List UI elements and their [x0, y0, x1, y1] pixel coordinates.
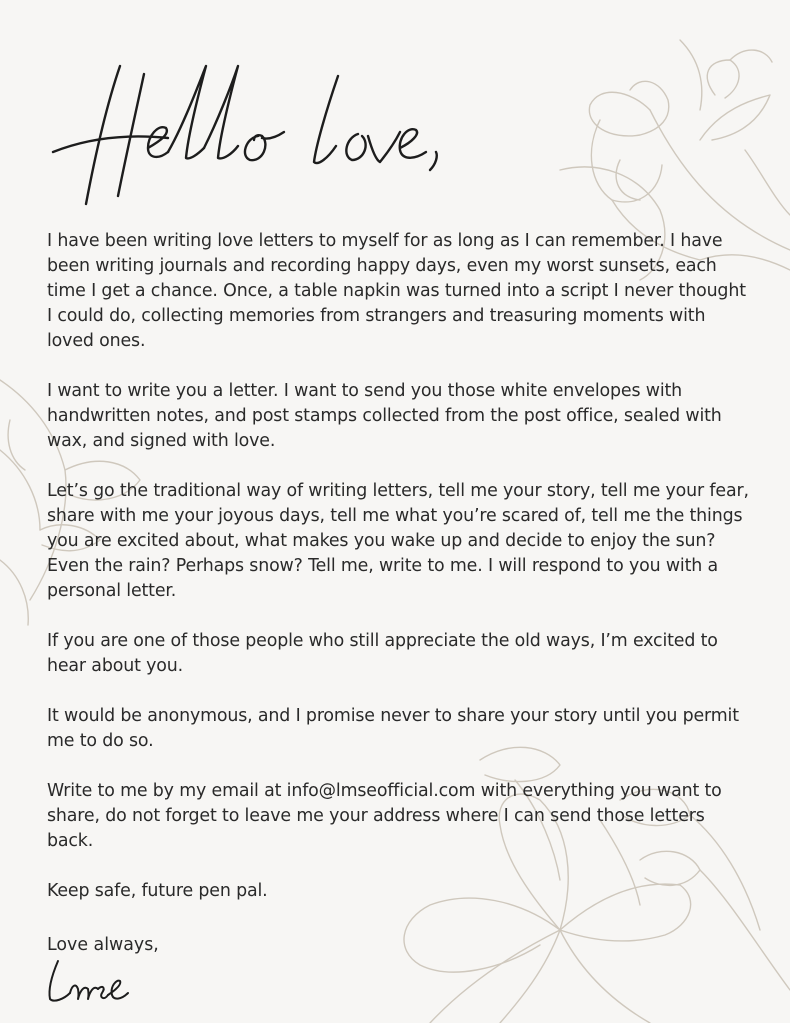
letter-body: [47, 229, 752, 929]
greeting-script: [48, 56, 488, 206]
signature: [44, 955, 136, 1007]
paragraph: It would be anonymous, and I promise never to share your story until you permit me to do so.: [47, 706, 739, 751]
paragraph: I have been writing love letters to myself for as long as I can remember. I have been writing journals and recording happy days, even my worst sunsets, each time I get a chance. Once, a table napkin was turned into a script I never thought I could do, collecting memories from strangers and treasuring moments with loved ones.: [47, 231, 746, 351]
paragraph: Let’s go the traditional way of writing letters, tell me your story, tell me your fear, share with me your joyous days, tell me what you’re scared of, tell me the things you are excited about, what makes you wake up and decide to enjoy the sun? Even the rain? Perhaps snow? Tell me, write to me. I will respond to you with a personal letter.: [47, 481, 749, 601]
closing-line: Love always,: [47, 935, 159, 955]
paragraph: I want to write you a letter. I want to send you those white envelopes with handwritten notes, and post stamps collected from the post office, sealed with wax, and signed with love.: [47, 381, 722, 451]
paragraph: Keep safe, future pen pal.: [47, 881, 268, 901]
paragraph: If you are one of those people who still appreciate the old ways, I’m excited to hear about you.: [47, 631, 718, 676]
paragraph: Write to me by my email at info@lmseofficial.com with everything you want to share, do not forget to leave me your address where I can send those letters back.: [47, 781, 722, 851]
